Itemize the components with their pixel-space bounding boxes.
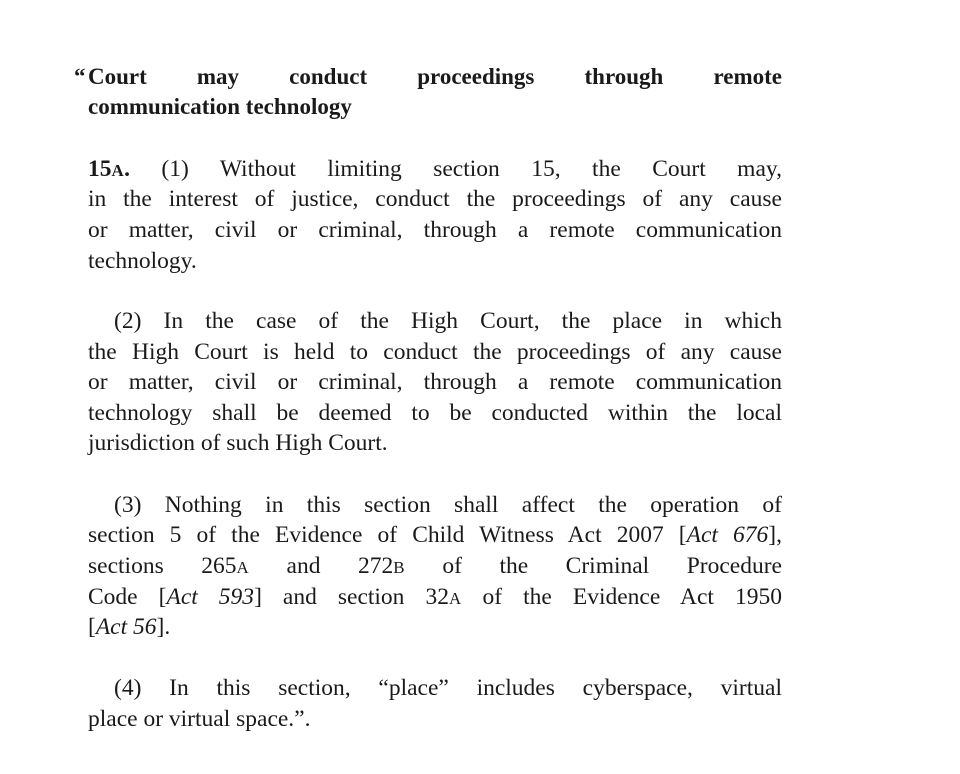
subsection-2-line-3: or matter, civil or criminal, through a remote communication xyxy=(88,369,782,395)
subsection-2-line-5: jurisdiction of such High Court. xyxy=(88,430,388,456)
subsection-2-line-1: (2) In the case of the High Court, the place in which xyxy=(114,308,782,334)
act-reference: Act 593 xyxy=(166,584,255,610)
subsection-2-line-4: technology shall be deemed to be conducted within the local xyxy=(88,400,782,426)
section-number: 15A. xyxy=(88,156,130,182)
act-reference: Act 676 xyxy=(686,522,769,548)
section-heading-line-1 xyxy=(74,62,782,92)
opening-quote: “ xyxy=(74,64,86,89)
subsection-3-line-4: Code [Act 593] and section 32A of the Evidence Act 1950 xyxy=(88,584,782,610)
subsection-1-line-4: technology. xyxy=(88,248,197,274)
heading-text-1: Court may conduct proceedings through remote xyxy=(88,64,782,89)
subsection-3-line-3: sections 265A and 272B of the Criminal Procedure xyxy=(88,553,782,579)
subsection-3-line-1: (3) Nothing in this section shall affect the operation of xyxy=(114,492,782,518)
section-heading-line-2: communication technology xyxy=(88,94,352,119)
subsection-2-line-2: the High Court is held to conduct the proceedings of any cause xyxy=(88,339,782,365)
subsection-1-line-2: in the interest of justice, conduct the proceedings of any cause xyxy=(88,186,782,212)
subsection-4-line-1: (4) In this section, “place” includes cyberspace, virtual xyxy=(114,675,782,701)
subsection-4-line-2: place or virtual space.”. xyxy=(88,706,311,732)
act-reference: Act 56 xyxy=(95,614,157,640)
subsection-3-line-2: section 5 of the Evidence of Child Witness Act 2007 [Act 676], xyxy=(88,522,782,548)
subsection-1-line-1: 15A. (1) Without limiting section 15, the Court may, xyxy=(88,156,782,182)
subsection-1-line-3: or matter, civil or criminal, through a remote communication xyxy=(88,217,782,243)
subsection-3-line-5: [Act 56]. xyxy=(88,614,171,640)
